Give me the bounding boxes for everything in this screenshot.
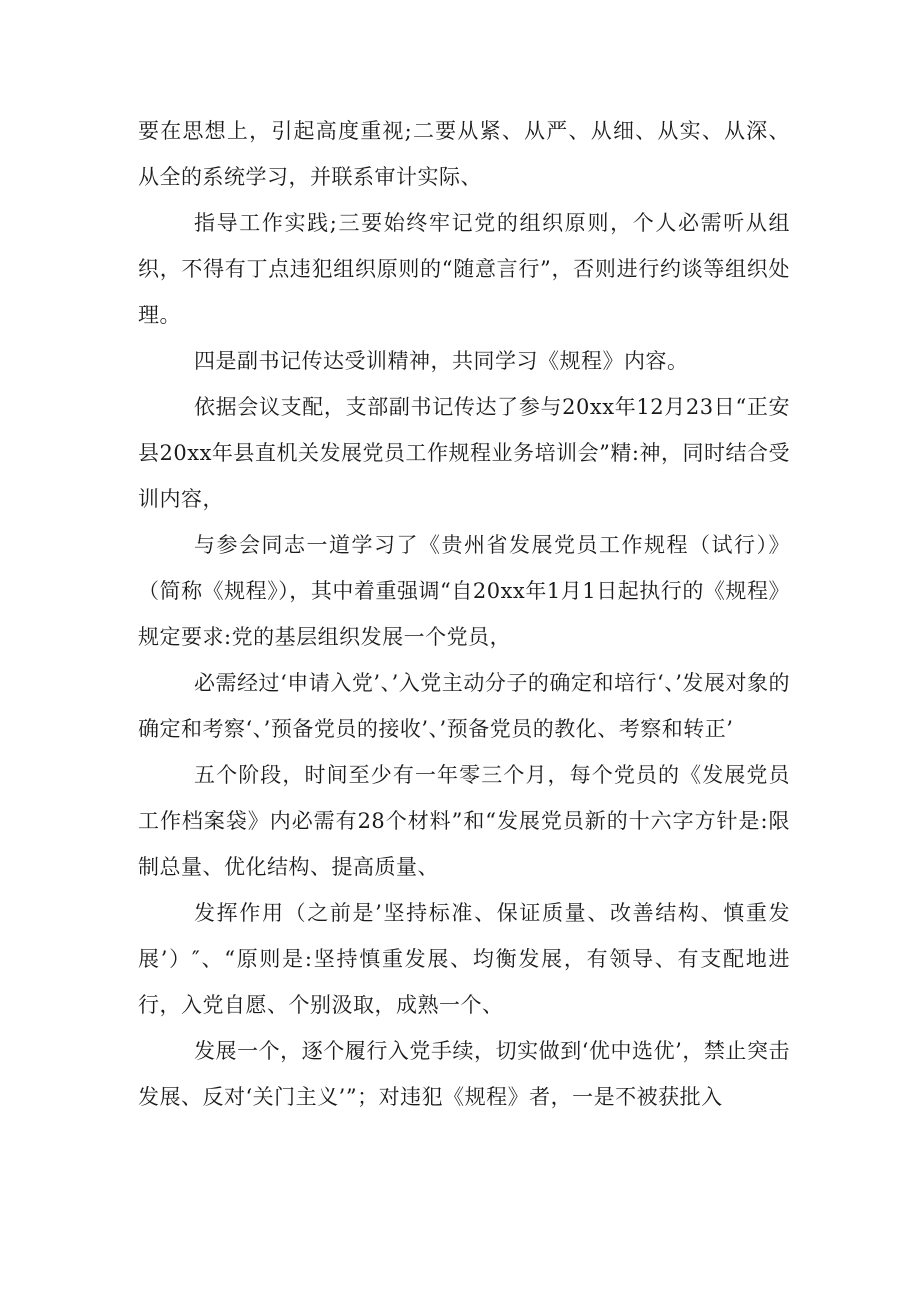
paragraph-5: 与参会同志一道学习了《贵州省发展党员工作规程（试行）》（简称《规程》），其中着重强调“自20xx年1月1日起执行的《规程》规定要求:党的基层组织发展一个党员， (138, 533, 790, 649)
paragraph-1: 要在思想上，引起高度重视;二要从紧、从严、从细、从实、从深、从全的系统学习，并联系审计实际、 (138, 119, 790, 189)
document-body (138, 108, 790, 1120)
paragraph-3: 四是副书记传达受训精神，共同学习《规程》内容。 (194, 349, 689, 373)
paragraph-4: 依据会议支配，支部副书记传达了参与20xx年12月23日“正安县20xx年县直机关发展党员工作规程业务培训会”精:神，同时结合受训内容， (138, 395, 790, 511)
paragraph-9: 发展一个，逐个履行入党手续，切实做到‘优中选优’，禁止突击发展、反对‘关门主义’”；对违犯《规程》者，一是不被获批入 (138, 1039, 790, 1109)
paragraph-8: 发挥作用（之前是’坚持标准、保证质量、改善结构、慎重发展’）″、“原则是:坚持慎重发展、均衡发展，有领导、有支配地进行，入党自愿、个别汲取，成熟一个、 (138, 901, 790, 1017)
paragraph-6: 必需经过‘申请入党’、’入党主动分子的确定和培行‘、’发展对象的确定和考察‘、’预备党员的接收’、’预备党员的教化、考察和转正’ (138, 671, 790, 741)
paragraph-7: 五个阶段，时间至少有一年零三个月，每个党员的《发展党员工作档案袋》内必需有28个材料”和“发展党员新的十六字方针是:限制总量、优化结构、提高质量、 (138, 763, 790, 879)
paragraph-2: 指导工作实践;三要始终牢记党的组织原则，个人必需听从组织，不得有丁点违犯组织原则的“随意言行”，否则进行约谈等组织处理。 (138, 211, 790, 327)
